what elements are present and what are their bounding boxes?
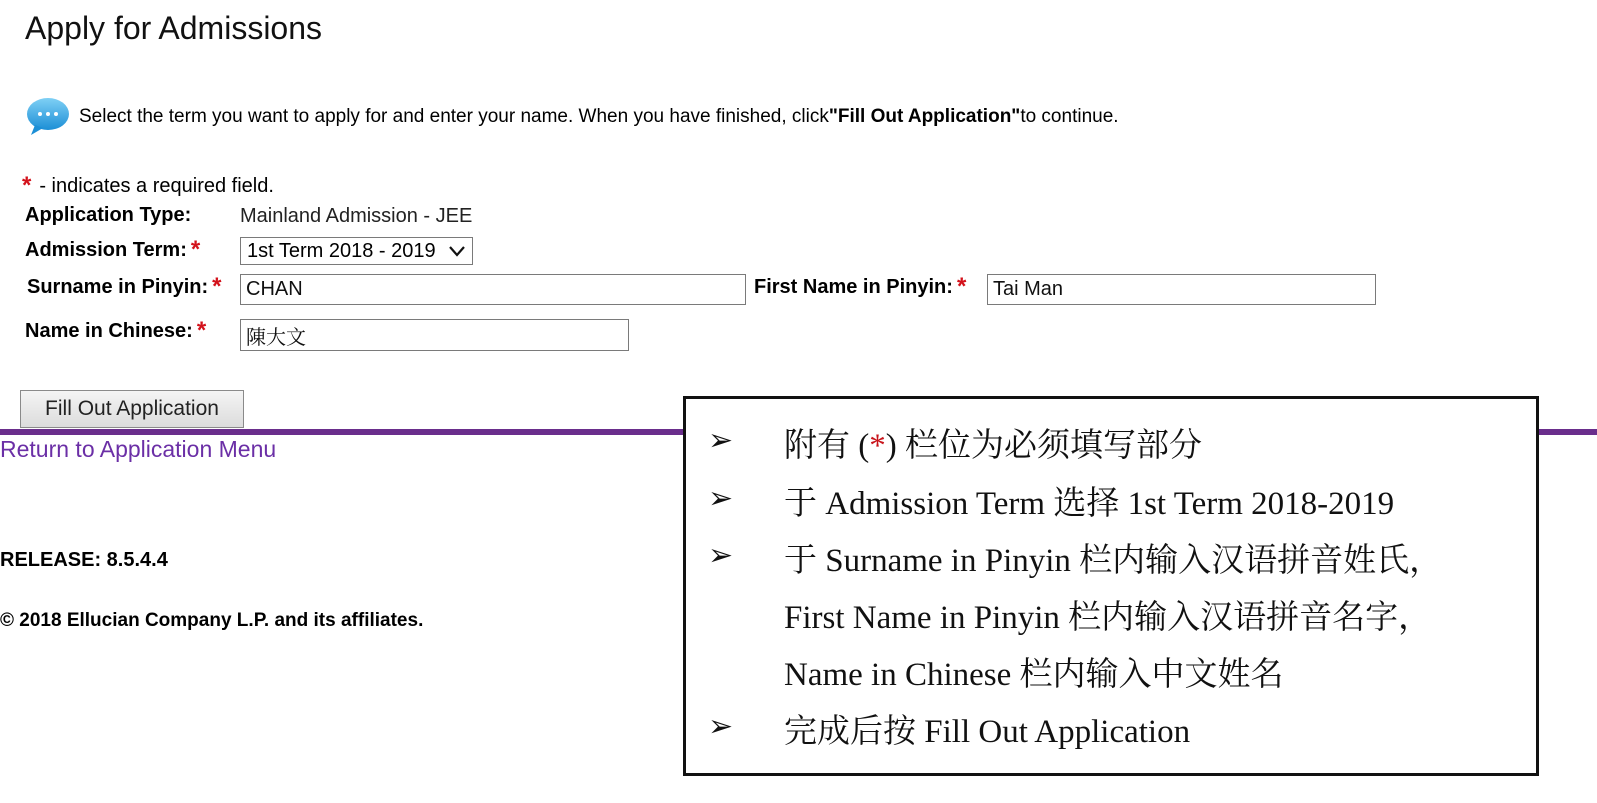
required-asterisk-icon: * bbox=[956, 273, 967, 300]
chinese-name-label bbox=[25, 319, 206, 343]
admission-term-selected: 1st Term 2018 - 2019 bbox=[247, 239, 436, 262]
bullet-arrow-icon: ➢ bbox=[708, 710, 734, 743]
callout-line-1 bbox=[784, 419, 1202, 466]
surname-label-text: Surname in Pinyin: bbox=[27, 275, 209, 298]
required-asterisk-icon: * bbox=[22, 172, 32, 199]
first-name-input[interactable] bbox=[987, 274, 1376, 305]
speech-bubble-icon bbox=[25, 95, 71, 139]
callout-line-2: 于 Admission Term 选择 1st Term 2018-2019 bbox=[784, 486, 1395, 522]
page-title: Apply for Admissions bbox=[25, 10, 323, 46]
bullet-arrow-icon: ➢ bbox=[708, 482, 734, 515]
surname-input[interactable] bbox=[240, 274, 746, 305]
admission-term-select[interactable] bbox=[240, 237, 473, 265]
copyright-text: © 2018 Ellucian Company L.P. and its affiliates. bbox=[0, 610, 424, 631]
callout-line-3c: Name in Chinese 栏内输入中文姓名 bbox=[784, 657, 1284, 693]
first-name-label-text: First Name in Pinyin: bbox=[754, 275, 953, 298]
required-asterisk-icon: * bbox=[212, 273, 222, 300]
callout-line-1-start: 附有 ( bbox=[784, 428, 870, 464]
application-type-label bbox=[25, 204, 191, 227]
callout-line-1-end: ) 栏位为必须填写部分 bbox=[885, 428, 1202, 464]
fill-out-application-button[interactable]: Fill Out Application bbox=[20, 390, 244, 428]
required-asterisk-icon: * bbox=[190, 236, 201, 263]
admission-term-label-text: Admission Term: bbox=[25, 238, 187, 261]
required-note bbox=[22, 174, 274, 198]
first-name-label bbox=[754, 275, 966, 299]
info-text: Select the term you want to apply for and enter your name. When you have finished, click bbox=[79, 106, 829, 127]
callout-line-4: 完成后按 Fill Out Application bbox=[784, 714, 1191, 750]
callout-line-3: 于 Surname in Pinyin 栏内输入汉语拼音姓氏， bbox=[784, 543, 1443, 579]
chevron-down-icon bbox=[448, 242, 466, 260]
info-text-end: to continue. bbox=[1020, 106, 1119, 127]
return-to-menu-link[interactable]: Return to Application Menu bbox=[0, 436, 277, 462]
admission-term-label bbox=[25, 238, 200, 262]
callout-required-star: * bbox=[869, 428, 886, 464]
callout-line-3b: First Name in Pinyin 栏内输入汉语拼音名字， bbox=[784, 600, 1432, 636]
surname-label bbox=[27, 275, 222, 299]
application-type-value: Mainland Admission - JEE bbox=[240, 205, 473, 227]
bullet-arrow-icon: ➢ bbox=[708, 539, 734, 572]
instruction-callout bbox=[683, 396, 1539, 776]
info-message bbox=[25, 95, 1119, 139]
chinese-name-input[interactable] bbox=[240, 319, 629, 351]
required-asterisk-icon: * bbox=[196, 317, 207, 344]
bullet-arrow-icon: ➢ bbox=[708, 424, 734, 457]
required-note-text: - indicates a required field. bbox=[39, 174, 274, 197]
info-text-bold: "Fill Out Application" bbox=[828, 106, 1021, 127]
application-type-label-text: Application Type: bbox=[25, 204, 192, 226]
release-version: RELEASE: 8.5.4.4 bbox=[0, 549, 168, 571]
chinese-name-label-text: Name in Chinese: bbox=[25, 319, 193, 342]
